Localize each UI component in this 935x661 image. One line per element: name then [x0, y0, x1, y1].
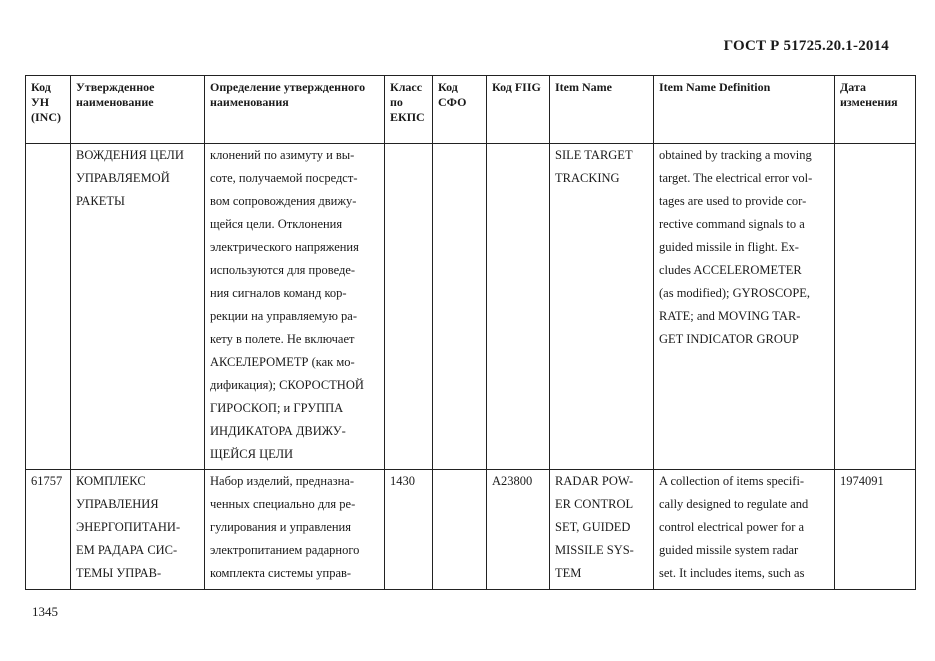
text-line: A collection of items specifi-: [659, 474, 805, 488]
col-header-definition: Определение утвержденного наименования: [205, 76, 385, 144]
text-line: ВОЖДЕНИЯ ЦЕЛИ: [76, 148, 184, 162]
text-line: дификация); СКОРОСТНОЙ: [210, 378, 364, 392]
col-header-inc: Код УН (INC): [26, 76, 71, 144]
text-line: комплекта системы управ-: [210, 566, 352, 580]
text-line: TEM: [555, 566, 582, 580]
text-line: ЭНЕРГОПИТАНИ-: [76, 520, 181, 534]
text-line: control electrical power for a: [659, 520, 805, 534]
catalog-table: [25, 75, 916, 590]
col-header-fiig-code: Код FIIG: [487, 76, 550, 144]
header-row: [26, 76, 916, 144]
cell-item-name-definition: [654, 144, 835, 470]
col-header-approved-name: Утвержденное наименование: [71, 76, 205, 144]
text-line: ТЕМЫ УПРАВ-: [76, 566, 162, 580]
text-line: cally designed to regulate and: [659, 497, 809, 511]
text-line: ния сигналов команд кор-: [210, 286, 347, 300]
text-line: РАКЕТЫ: [76, 194, 125, 208]
cell-inc: 61757: [26, 470, 71, 590]
text-line: target. The electrical error vol-: [659, 171, 813, 185]
table-row: [26, 144, 916, 470]
cell-ekps-class: [385, 144, 433, 470]
cell-definition: [205, 144, 385, 470]
cell-sfo-code: [433, 470, 487, 590]
text-line: RADAR POW-: [555, 474, 634, 488]
text-line: используются для проведе-: [210, 263, 356, 277]
text-line: GET INDICATOR GROUP: [659, 332, 799, 346]
text-line: ER CONTROL: [555, 497, 634, 511]
text-line: ЩЕЙСЯ ЦЕЛИ: [210, 447, 294, 461]
text-line: guided missile in flight. Ex-: [659, 240, 799, 254]
text-line: rective command signals to a: [659, 217, 805, 231]
text-line: электропитанием радарного: [210, 543, 360, 557]
text-line: УПРАВЛЯЕМОЙ: [76, 171, 170, 185]
text-line: cludes ACCELEROMETER: [659, 263, 802, 277]
cell-item-name: [550, 144, 654, 470]
text-line: guided missile system radar: [659, 543, 799, 557]
text-line: АКСЕЛЕРОМЕТР (как мо-: [210, 355, 355, 369]
text-line: SILE TARGET: [555, 148, 633, 162]
cell-fiig-code: A23800: [487, 470, 550, 590]
text-line: ГИРОСКОП; и ГРУППА: [210, 401, 344, 415]
col-header-sfo-code: Код СФО: [433, 76, 487, 144]
text-line: SET, GUIDED: [555, 520, 631, 534]
cell-fiig-code: [487, 144, 550, 470]
table-row: [26, 470, 916, 590]
cell-change-date: 1974091: [835, 470, 916, 590]
col-header-change-date: Дата изменения: [835, 76, 916, 144]
text-line: электрического напряжения: [210, 240, 359, 254]
cell-inc: [26, 144, 71, 470]
text-line: MISSILE SYS-: [555, 543, 634, 557]
document-code: ГОСТ Р 51725.20.1-2014: [723, 38, 889, 54]
text-line: щейся цели. Отклонения: [210, 217, 343, 231]
text-line: obtained by tracking a moving: [659, 148, 812, 162]
text-line: Набор изделий, предназна-: [210, 474, 354, 488]
cell-ekps-class: 1430: [385, 470, 433, 590]
text-line: вом сопровождения движу-: [210, 194, 357, 208]
cell-sfo-code: [433, 144, 487, 470]
cell-definition: [205, 470, 385, 590]
cell-item-name-definition: [654, 470, 835, 590]
text-line: (as modified); GYROSCOPE,: [659, 286, 811, 300]
text-line: клонений по азимуту и вы-: [210, 148, 355, 162]
text-line: соте, получаемой посредст-: [210, 171, 358, 185]
text-line: ченных специально для ре-: [210, 497, 356, 511]
cell-change-date: [835, 144, 916, 470]
text-line: tages are used to provide cor-: [659, 194, 807, 208]
cell-item-name: [550, 470, 654, 590]
page-number: 1345: [32, 604, 58, 619]
text-line: кету в полете. Не включает: [210, 332, 355, 346]
text-line: ЕМ РАДАРА СИС-: [76, 543, 178, 557]
text-line: RATE; and MOVING TAR-: [659, 309, 801, 323]
cell-approved-name: [71, 144, 205, 470]
text-line: set. It includes items, such as: [659, 566, 805, 580]
text-line: УПРАВЛЕНИЯ: [76, 497, 159, 511]
text-line: рекции на управляемую ра-: [210, 309, 358, 323]
col-header-item-name: Item Name: [550, 76, 654, 144]
text-line: TRACKING: [555, 171, 620, 185]
col-header-item-name-definition: Item Name Definition: [654, 76, 835, 144]
text-line: ИНДИКАТОРА ДВИЖУ-: [210, 424, 346, 438]
col-header-ekps-class: Класс по ЕКПС: [385, 76, 433, 144]
text-line: КОМПЛЕКС: [76, 474, 146, 488]
text-line: гулирования и управления: [210, 520, 351, 534]
cell-approved-name: [71, 470, 205, 590]
